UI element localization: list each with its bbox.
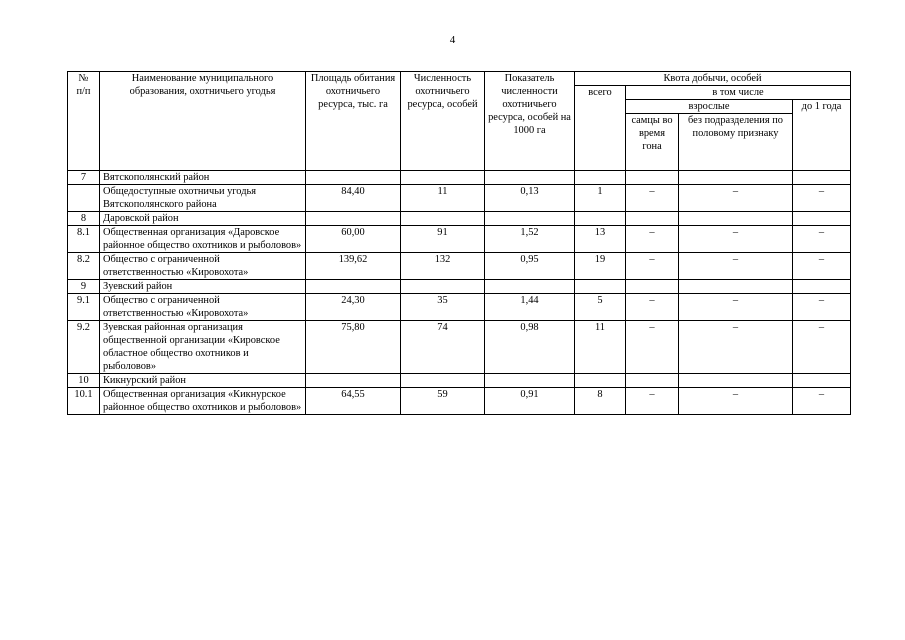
empty-cell xyxy=(485,212,575,226)
empty-cell xyxy=(793,212,851,226)
empty-cell xyxy=(401,280,485,294)
quota-under1: – xyxy=(793,226,851,253)
count-value: 91 xyxy=(401,226,485,253)
empty-cell xyxy=(626,171,679,185)
empty-cell xyxy=(485,171,575,185)
quota-total: 5 xyxy=(575,294,626,321)
quota-total: 1 xyxy=(575,185,626,212)
area-value: 84,40 xyxy=(306,185,401,212)
empty-cell xyxy=(679,212,793,226)
row-number: 9.2 xyxy=(68,321,100,374)
empty-cell xyxy=(626,212,679,226)
table-row xyxy=(68,294,851,321)
hunting-ground-name: Общество с ограниченной ответственностью «Кировохота» xyxy=(100,253,306,280)
area-value: 24,30 xyxy=(306,294,401,321)
empty-cell xyxy=(306,374,401,388)
index-value: 0,13 xyxy=(485,185,575,212)
hunting-ground-name: Общественная организация «Даровское районное общество охотников и рыболовов» xyxy=(100,226,306,253)
empty-cell xyxy=(575,374,626,388)
district-row xyxy=(68,280,851,294)
hunting-ground-name: Общество с ограниченной ответственностью «Кировохота» xyxy=(100,294,306,321)
quota-table xyxy=(67,71,851,415)
empty-cell xyxy=(793,374,851,388)
hunting-ground-name: Зуевская районная организация общественной организации «Кировское областное общество охотников и рыболовов» xyxy=(100,321,306,374)
table-header xyxy=(68,72,851,171)
header-under1: до 1 года xyxy=(793,100,851,171)
quota-total: 11 xyxy=(575,321,626,374)
quota-no-sex: – xyxy=(679,294,793,321)
table-row xyxy=(68,388,851,415)
area-value: 139,62 xyxy=(306,253,401,280)
header-num-text: № п/п xyxy=(76,73,91,97)
header-males: самцы во время гона xyxy=(626,114,679,171)
quota-males: – xyxy=(626,185,679,212)
index-value: 0,91 xyxy=(485,388,575,415)
empty-cell xyxy=(575,171,626,185)
row-number: 8 xyxy=(68,212,100,226)
quota-under1: – xyxy=(793,185,851,212)
row-number: 10.1 xyxy=(68,388,100,415)
empty-cell xyxy=(485,280,575,294)
table-row xyxy=(68,321,851,374)
count-value: 74 xyxy=(401,321,485,374)
quota-total: 13 xyxy=(575,226,626,253)
row-number: 8.1 xyxy=(68,226,100,253)
quota-males: – xyxy=(626,294,679,321)
empty-cell xyxy=(401,212,485,226)
header-area: Площадь обитания охотничьего ресурса, тыс. га xyxy=(306,72,401,171)
empty-cell xyxy=(306,212,401,226)
quota-under1: – xyxy=(793,321,851,374)
index-value: 0,98 xyxy=(485,321,575,374)
empty-cell xyxy=(485,374,575,388)
row-number: 9 xyxy=(68,280,100,294)
table-body xyxy=(68,171,851,415)
count-value: 132 xyxy=(401,253,485,280)
hunting-ground-name: Общедоступные охотничьи угодья Вятскополянского района xyxy=(100,185,306,212)
header-including: в том числе xyxy=(626,86,851,100)
row-number: 9.1 xyxy=(68,294,100,321)
index-value: 1,44 xyxy=(485,294,575,321)
quota-males: – xyxy=(626,226,679,253)
header-index: Показатель численности охотничьего ресурса, особей на 1000 га xyxy=(485,72,575,171)
index-value: 0,95 xyxy=(485,253,575,280)
quota-no-sex: – xyxy=(679,253,793,280)
empty-cell xyxy=(575,212,626,226)
table-row xyxy=(68,226,851,253)
header-count: Численность охотничьего ресурса, особей xyxy=(401,72,485,171)
district-row xyxy=(68,171,851,185)
hunting-ground-name: Общественная организация «Кикнурское районное общество охотников и рыболовов» xyxy=(100,388,306,415)
row-number: 7 xyxy=(68,171,100,185)
quota-under1: – xyxy=(793,388,851,415)
area-value: 75,80 xyxy=(306,321,401,374)
table-row xyxy=(68,185,851,212)
quota-under1: – xyxy=(793,253,851,280)
row-number: 8.2 xyxy=(68,253,100,280)
empty-cell xyxy=(793,280,851,294)
empty-cell xyxy=(401,171,485,185)
row-number xyxy=(68,185,100,212)
header-adults: взрослые xyxy=(626,100,793,114)
empty-cell xyxy=(306,171,401,185)
district-name: Даровской район xyxy=(100,212,306,226)
district-name: Зуевский район xyxy=(100,280,306,294)
quota-males: – xyxy=(626,253,679,280)
empty-cell xyxy=(626,374,679,388)
quota-no-sex: – xyxy=(679,388,793,415)
area-value: 60,00 xyxy=(306,226,401,253)
header-no-sex: без подразделения по половому признаку xyxy=(679,114,793,171)
empty-cell xyxy=(626,280,679,294)
quota-total: 8 xyxy=(575,388,626,415)
empty-cell xyxy=(679,374,793,388)
empty-cell xyxy=(575,280,626,294)
empty-cell xyxy=(401,374,485,388)
district-row xyxy=(68,212,851,226)
district-name: Вятскополянский район xyxy=(100,171,306,185)
quota-total: 19 xyxy=(575,253,626,280)
header-num xyxy=(68,72,100,171)
empty-cell xyxy=(679,171,793,185)
count-value: 11 xyxy=(401,185,485,212)
header-total: всего xyxy=(575,86,626,171)
row-number: 10 xyxy=(68,374,100,388)
empty-cell xyxy=(306,280,401,294)
area-value: 64,55 xyxy=(306,388,401,415)
quota-under1: – xyxy=(793,294,851,321)
header-name: Наименование муниципального образования, охотничьего угодья xyxy=(100,72,306,171)
quota-no-sex: – xyxy=(679,226,793,253)
quota-no-sex: – xyxy=(679,185,793,212)
district-name: Кикнурский район xyxy=(100,374,306,388)
empty-cell xyxy=(679,280,793,294)
empty-cell xyxy=(793,171,851,185)
quota-no-sex: – xyxy=(679,321,793,374)
count-value: 35 xyxy=(401,294,485,321)
quota-males: – xyxy=(626,388,679,415)
count-value: 59 xyxy=(401,388,485,415)
index-value: 1,52 xyxy=(485,226,575,253)
header-quota: Квота добычи, особей xyxy=(575,72,851,86)
table-row xyxy=(68,253,851,280)
district-row xyxy=(68,374,851,388)
quota-males: – xyxy=(626,321,679,374)
page-number: 4 xyxy=(449,34,456,46)
